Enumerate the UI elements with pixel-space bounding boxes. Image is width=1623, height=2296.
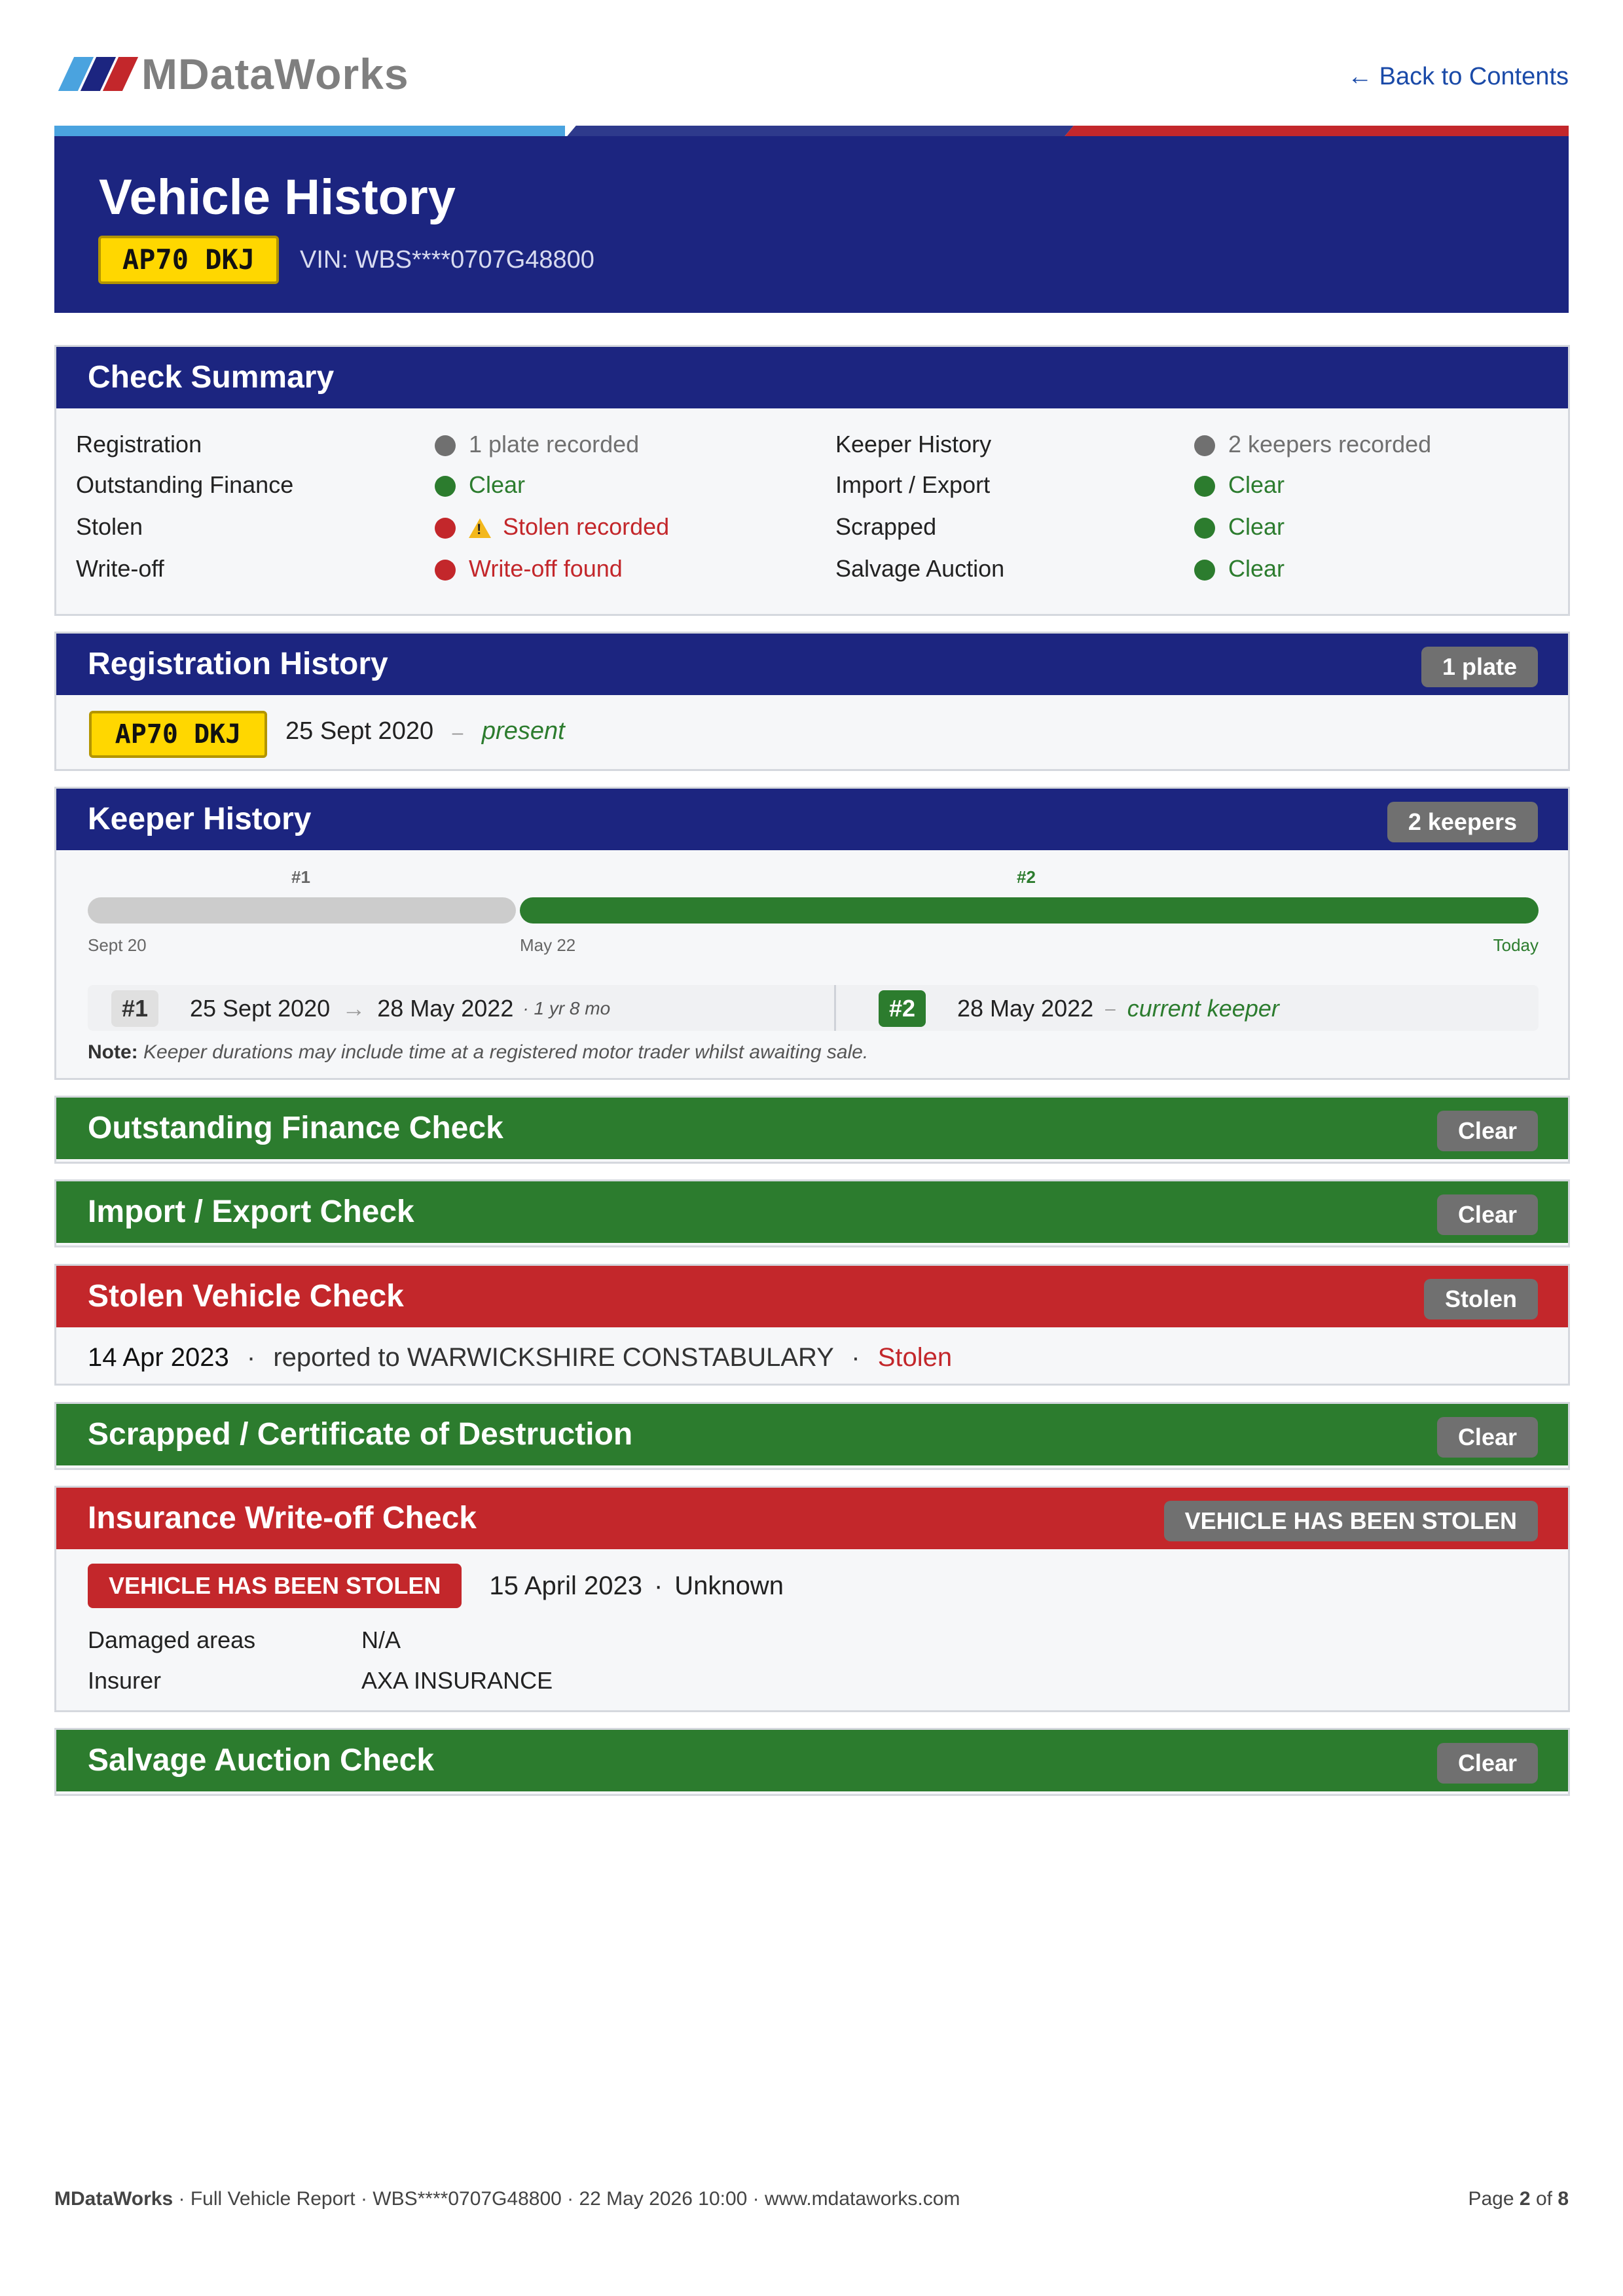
- section-title: Import / Export Check: [88, 1194, 414, 1229]
- section-header: [56, 1098, 1568, 1159]
- summary-status-text: Clear: [1228, 555, 1285, 582]
- section-header: [56, 1181, 1568, 1243]
- keeper-2-from: 28 May 2022: [957, 995, 1094, 1022]
- insurance-writeoff-section: [54, 1486, 1570, 1712]
- damaged-areas-value: N/A: [361, 1626, 401, 1653]
- summary-label: Outstanding Finance: [76, 471, 294, 498]
- stolen-vehicle-section: [54, 1264, 1570, 1386]
- total-pages: 8: [1558, 2188, 1569, 2210]
- timeline-keeper1-bar: [88, 897, 516, 924]
- outstanding-finance-section: [54, 1096, 1570, 1164]
- keeper-note: [88, 1041, 868, 1064]
- keeper-1-from: 25 Sept 2020: [190, 995, 331, 1022]
- insurer-value: AXA INSURANCE: [361, 1667, 553, 1694]
- summary-status-text: 1 plate recorded: [469, 431, 640, 457]
- summary-label: Keeper History: [835, 431, 992, 457]
- status-badge: Clear: [1437, 1417, 1538, 1458]
- status-badge: Clear: [1437, 1194, 1538, 1235]
- section-title: Scrapped / Certificate of Destruction: [88, 1417, 633, 1452]
- summary-status: [435, 555, 623, 583]
- summary-status-text: Clear: [1228, 471, 1285, 498]
- footer-brand: MDataWorks: [54, 2188, 173, 2210]
- salvage-auction-section: [54, 1728, 1570, 1796]
- summary-status: [435, 471, 525, 499]
- status-dot-icon: [435, 560, 456, 581]
- status-dot-icon: [1194, 560, 1215, 581]
- section-header: [56, 789, 1568, 850]
- summary-status-text: Stolen recorded: [503, 513, 670, 540]
- summary-status-text: Clear: [1228, 513, 1285, 540]
- page-of: of: [1535, 2188, 1552, 2210]
- note-label: Note:: [88, 1041, 138, 1063]
- status-badge: VEHICLE HAS BEEN STOLEN: [1164, 1501, 1538, 1541]
- keeper-divider: [834, 985, 836, 1031]
- status-dot-icon: [1194, 476, 1215, 497]
- registration-from: 25 Sept 2020: [285, 717, 434, 745]
- keeper-1-number: #1: [111, 990, 158, 1027]
- keeper-2-number: #2: [879, 990, 926, 1027]
- section-title: Registration History: [88, 647, 388, 681]
- summary-status-text: 2 keepers recorded: [1228, 431, 1432, 457]
- warning-icon: [469, 518, 491, 538]
- vin-number: VIN: WBS****0707G48800: [300, 246, 594, 274]
- section-header: [56, 634, 1568, 695]
- keeper-timeline: [88, 861, 1539, 959]
- note-text: Keeper durations may include time at a registered motor trader whilst awaiting sale.: [143, 1041, 869, 1063]
- keeper-1-duration: · 1 yr 8 mo: [522, 998, 611, 1018]
- timeline-mid-label: May 22: [520, 935, 576, 955]
- page-number: [1468, 2188, 1569, 2210]
- summary-status: [435, 431, 639, 458]
- timeline-keeper1-label: #1: [291, 867, 310, 887]
- status-badge: Clear: [1437, 1111, 1538, 1151]
- registration-period: [285, 717, 565, 745]
- summary-label: Import / Export: [835, 471, 991, 498]
- registration-to: present: [481, 717, 565, 745]
- status-dot-icon: [435, 476, 456, 497]
- arrow-icon: →: [342, 995, 366, 1022]
- writeoff-category-tag: VEHICLE HAS BEEN STOLEN: [88, 1564, 462, 1608]
- summary-label: Scrapped: [835, 513, 937, 540]
- separator: ·: [246, 1343, 256, 1372]
- separator: –: [1105, 998, 1116, 1018]
- page-header: [54, 0, 1569, 124]
- timeline-keeper2-bar: [520, 897, 1539, 924]
- scrapped-section: [54, 1402, 1570, 1470]
- keeper-1-to: 28 May 2022: [377, 995, 514, 1022]
- status-dot-icon: [435, 518, 456, 539]
- summary-label: Salvage Auction: [835, 555, 1005, 582]
- summary-label: Stolen: [76, 513, 143, 540]
- separator: ·: [851, 1343, 860, 1372]
- separator: –: [452, 722, 464, 744]
- stolen-record: [88, 1343, 952, 1372]
- import-export-section: [54, 1179, 1570, 1247]
- timeline-end-label: Today: [1493, 935, 1539, 955]
- separator: ·: [653, 1571, 663, 1600]
- registration-plate: AP70 DKJ: [89, 711, 267, 758]
- summary-status: [1194, 431, 1431, 458]
- keeper-list: [88, 985, 1539, 1031]
- keeper-count-badge: 2 keepers: [1387, 802, 1538, 842]
- registration-history-section: [54, 632, 1570, 771]
- brand-name: MDataWorks: [141, 50, 409, 98]
- section-header: [56, 1266, 1568, 1327]
- page-title: Vehicle History: [99, 170, 456, 225]
- current-page: 2: [1519, 2188, 1531, 2210]
- writeoff-record: [88, 1564, 784, 1608]
- summary-status-text: Clear: [469, 471, 526, 498]
- insurer-label: Insurer: [88, 1667, 162, 1694]
- summary-status-text: Write-off found: [469, 555, 623, 582]
- section-header: [56, 1488, 1568, 1549]
- stolen-date: 14 Apr 2023: [88, 1343, 229, 1372]
- summary-status: [1194, 555, 1285, 583]
- brand-logo: [54, 51, 409, 97]
- section-header: [56, 1730, 1568, 1791]
- keeper-history-section: [54, 787, 1570, 1080]
- section-title: Salvage Auction Check: [88, 1743, 435, 1778]
- keeper-2-row: [879, 989, 1279, 1028]
- section-title: Stolen Vehicle Check: [88, 1279, 404, 1314]
- vehicle-history-banner: [54, 136, 1569, 313]
- logo-stripes-icon: [54, 57, 149, 91]
- timeline-keeper2-label: #2: [1017, 867, 1036, 887]
- status-dot-icon: [435, 435, 456, 456]
- summary-label: Registration: [76, 431, 202, 457]
- section-title: Insurance Write-off Check: [88, 1501, 477, 1535]
- writeoff-date: 15 April 2023: [489, 1571, 642, 1600]
- stolen-status: Stolen: [877, 1343, 953, 1372]
- keeper-1-row: [111, 989, 610, 1028]
- status-badge: Stolen: [1424, 1279, 1538, 1319]
- status-badge: Clear: [1437, 1743, 1538, 1784]
- section-title: Keeper History: [88, 802, 312, 836]
- status-dot-icon: [1194, 518, 1215, 539]
- section-header: [56, 1404, 1568, 1465]
- registration-plate: AP70 DKJ: [98, 236, 279, 284]
- summary-status: [435, 513, 669, 541]
- plate-count-badge: 1 plate: [1421, 647, 1538, 687]
- stolen-reported-to: reported to WARWICKSHIRE CONSTABULARY: [273, 1343, 834, 1372]
- damaged-areas-label: Damaged areas: [88, 1626, 256, 1653]
- section-title: Check Summary: [56, 347, 1568, 408]
- back-to-contents-link[interactable]: ← Back to Contents: [1347, 63, 1569, 90]
- summary-status: [1194, 471, 1285, 499]
- summary-status: [1194, 513, 1285, 541]
- status-dot-icon: [1194, 435, 1215, 456]
- page-prefix: Page: [1468, 2188, 1514, 2210]
- section-title: Outstanding Finance Check: [88, 1111, 503, 1145]
- timeline-start-label: Sept 20: [88, 935, 147, 955]
- writeoff-category: Unknown: [674, 1571, 784, 1600]
- keeper-2-status: current keeper: [1127, 995, 1279, 1022]
- page-footer: [54, 2188, 1569, 2210]
- footer-text: · Full Vehicle Report · WBS****0707G48800 · 22 May 2026 10:00 · www.mdataworks.com: [173, 2188, 960, 2210]
- summary-label: Write-off: [76, 555, 164, 582]
- check-summary-section: [54, 345, 1570, 616]
